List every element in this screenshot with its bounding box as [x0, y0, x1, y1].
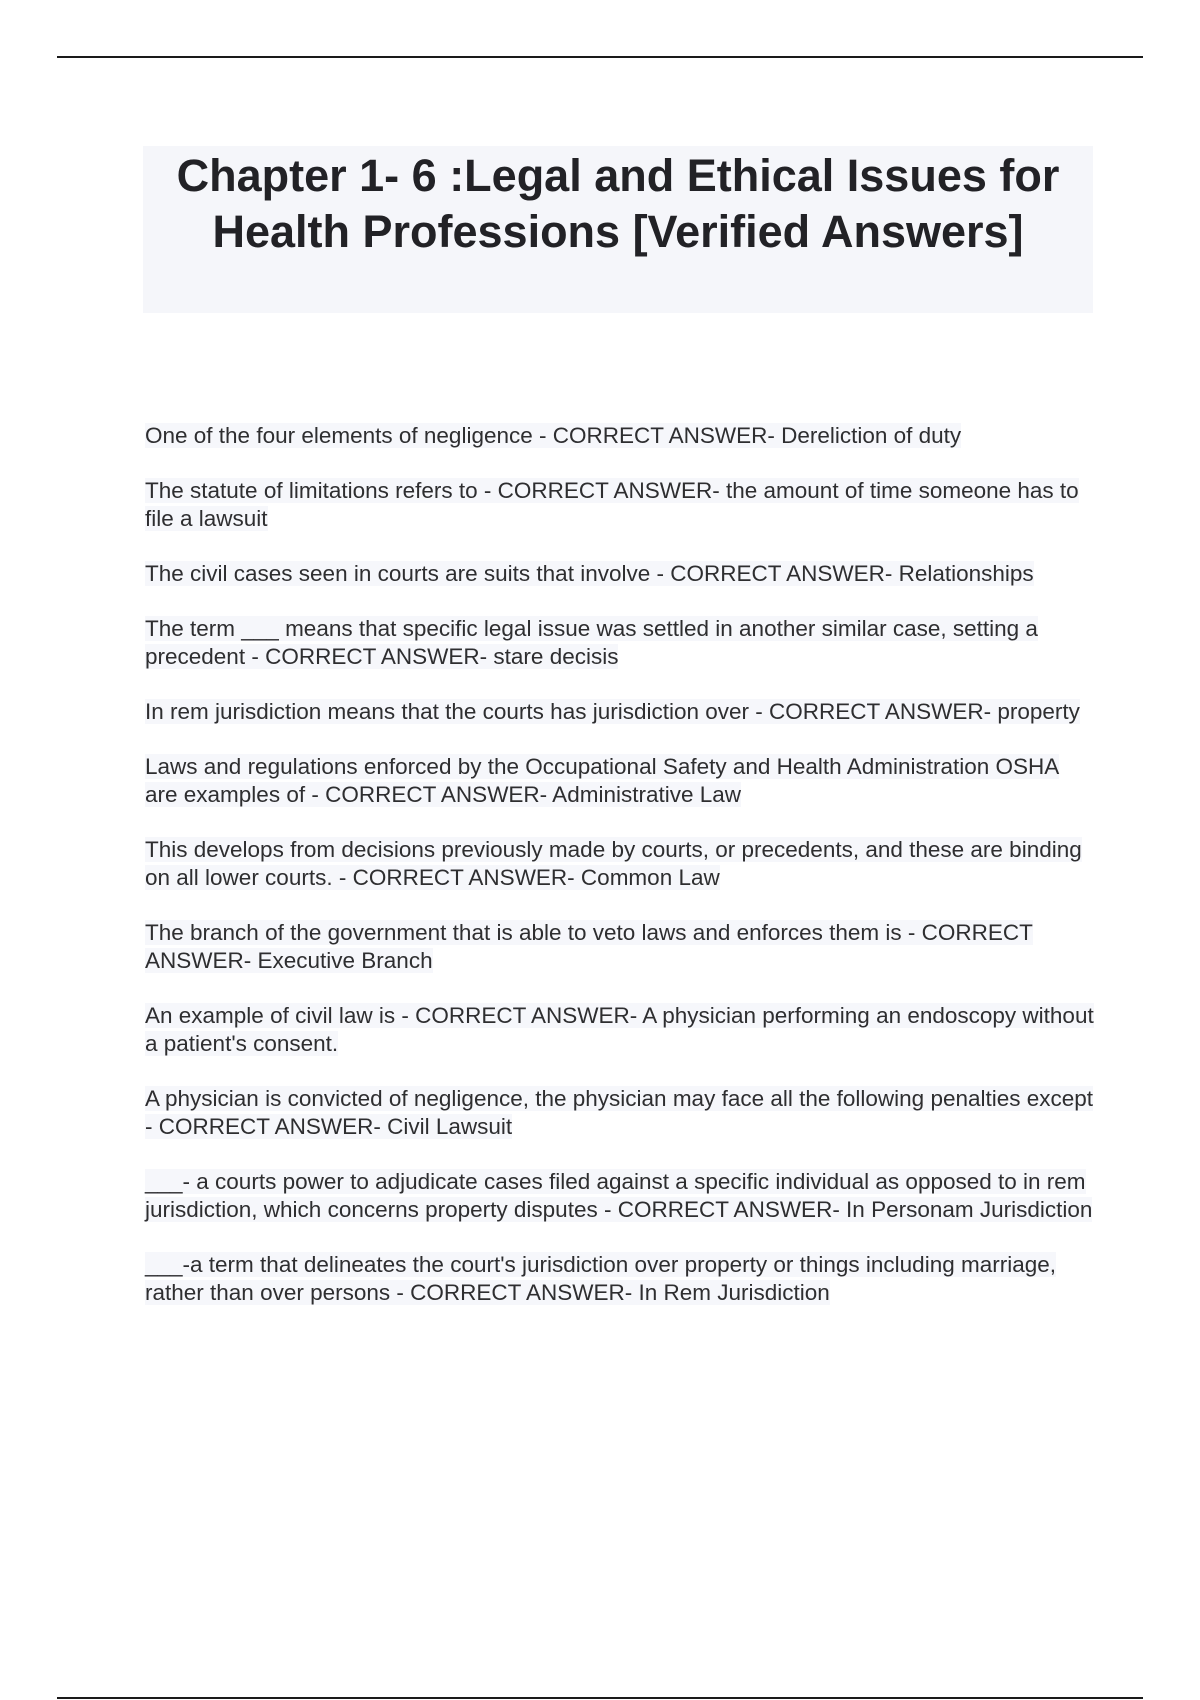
qa-text: This develops from decisions previously made by courts, or precedents, and these are binding on all lower courts. - CORRECT ANSWER- Common Law	[145, 837, 1082, 890]
qa-item-2	[145, 477, 1095, 533]
qa-item-4	[145, 615, 1095, 671]
qa-text: A physician is convicted of negligence, the physician may face all the following penalties except - CORRECT ANSWER- Civil Lawsuit	[145, 1086, 1094, 1139]
title-banner	[143, 146, 1093, 313]
bottom-divider	[57, 1697, 1143, 1699]
qa-item-8	[145, 919, 1095, 975]
qa-item-10	[145, 1085, 1095, 1141]
qa-text: In rem jurisdiction means that the courts has jurisdiction over - CORRECT ANSWER- property	[145, 699, 1080, 724]
qa-item-9	[145, 1002, 1095, 1058]
qa-text: The term ___ means that specific legal issue was settled in another similar case, setting a precedent - CORRECT ANSWER- stare decisis	[145, 616, 1038, 669]
qa-item-7	[145, 836, 1095, 892]
qa-text: One of the four elements of negligence - CORRECT ANSWER- Dereliction of duty	[145, 423, 962, 448]
qa-list	[145, 422, 1095, 1334]
qa-item-3	[145, 560, 1095, 588]
qa-item-5	[145, 698, 1095, 726]
qa-item-11	[145, 1168, 1095, 1224]
qa-item-6	[145, 753, 1095, 809]
document-title: Chapter 1- 6 :Legal and Ethical Issues for Health Professions [Verified Answers]	[176, 150, 1060, 257]
qa-text: The civil cases seen in courts are suits that involve - CORRECT ANSWER- Relationships	[145, 561, 1034, 586]
qa-item-1	[145, 422, 1095, 450]
qa-item-12	[145, 1251, 1095, 1307]
qa-text: The statute of limitations refers to - CORRECT ANSWER- the amount of time someone has to file a lawsuit	[145, 478, 1079, 531]
qa-text: ___- a courts power to adjudicate cases filed against a specific individual as opposed to in rem jurisdiction, which concerns property disputes - CORRECT ANSWER- In Personam Jurisdiction	[145, 1169, 1093, 1222]
qa-text: ___-a term that delineates the court's jurisdiction over property or things including marriage, rather than over persons - CORRECT ANSWER- In Rem Jurisdiction	[145, 1252, 1057, 1305]
top-divider	[57, 56, 1143, 58]
qa-text: The branch of the government that is able to veto laws and enforces them is - CORRECT ANSWER- Executive Branch	[145, 920, 1033, 973]
qa-text: An example of civil law is - CORRECT ANSWER- A physician performing an endoscopy without a patient's consent.	[145, 1003, 1094, 1056]
qa-text: Laws and regulations enforced by the Occupational Safety and Health Administration OSHA are examples of - CORRECT ANSWER- Administrative Law	[145, 754, 1060, 807]
